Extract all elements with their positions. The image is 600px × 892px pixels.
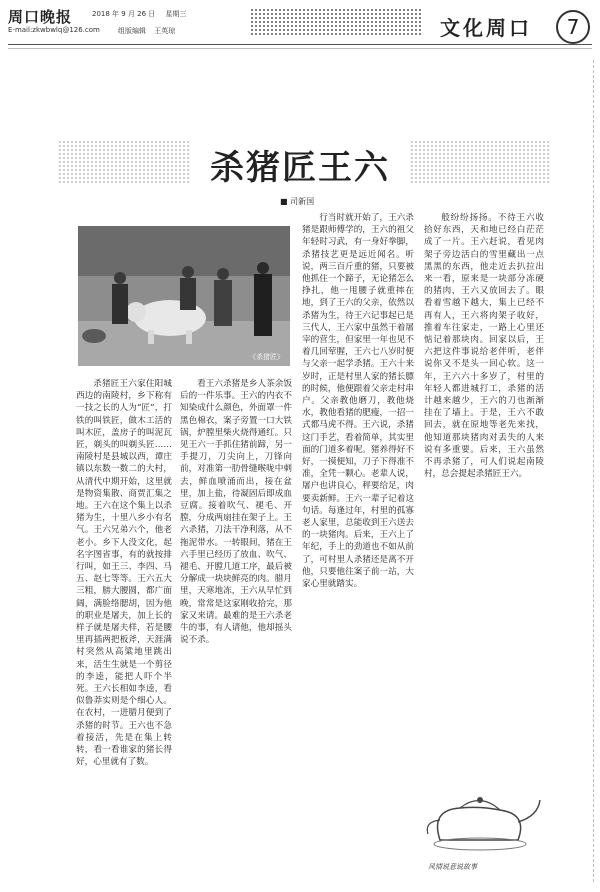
margin-dash-line — [593, 60, 594, 882]
editor-name: 王英琼 — [154, 27, 176, 35]
issue-weekday: 星期三 — [165, 10, 187, 18]
header-rule-thin — [8, 48, 592, 49]
article-paragraph: 看王六杀猪是乡人茶余饭后的一件乐事。王六的内衣不知染成什么颜色，外面罩一件黑色棉衣，案子旁置一口大铁锅，炉膛里柴火烧得通红。只见王六一手抓住猪前蹄，另一手提刀，刀尖向上，刀锋向前，对准第一肋骨缝喉咙中刺去，鲜血喷涌而出，接在盆里，加上盐，待凝固后即成血豆腐。接着吹气、褪毛、开膛，分成两扇挂在架子上。王六杀猪，刀法干净利落，从不拖泥带水。一转眼间，猪在王六手里已经历了放血、吹气、褪毛、开膛几道工序，最后被分解成一块块鲜亮的肉。腊月里，天寒地冻，王六从早忙到晚，常常是这家刚收拾完，那家又来请。最难的是王六杀老牛的事，有人请他，他却摇头说不杀。 — [180, 379, 292, 646]
editor-label: 组版编辑 — [118, 27, 146, 35]
editor-line — [118, 26, 181, 36]
article-illustration-photo — [78, 226, 290, 366]
article-paragraph: 杀猪匠王六家住阳城西边的南陵村，乡下称有一技之长的人为“匠”，打铁的叫铁匠，做木工活的叫木匠，盖房子的叫泥瓦匠，剃头的叫剃头匠……南陵村是县城以西，谭庄镇以东数一数二的大村，从清代中期开始，这里就是物资集散、商贾汇集之地。王六在这个集上以杀猪为生，十里八乡小有名气。王六兄弟六个，他老老小。乡下人没文化，起名字图省事，有的就按排行叫，如王三、李四、马五、赵七等等。王六五大三粗，膀大腰圆，都广面阔，满脸络腮胡，因为他的职业是屠夫，加上长的样子就是屠夫样，若是腰里再插两把板斧，天涯满村突然从高粱地里跳出来，活生生就是一个剪径的李逵，能把人吓个半死。王六长相如李逵，看似鲁莽实则是个细心人。在农村，一进腊月便到了杀猪的时节。王六也不急着接活，先是在集上转转，看一看谁家的猪长得好，心里就有了数。 — [76, 379, 172, 768]
header-rule — [8, 44, 592, 45]
article-column-2 — [180, 378, 292, 878]
title-dot-pattern-right — [410, 140, 550, 184]
header-dot-pattern — [250, 8, 422, 36]
newspaper-logo: 周口晚报 — [8, 8, 73, 26]
article-column-1 — [76, 378, 172, 878]
contact-email: E-mail:zkwbwlq@126.com — [8, 26, 100, 34]
section-title: 文化周口 — [440, 16, 532, 40]
article-column-4 — [424, 212, 544, 662]
article-title: 杀猪匠王六 — [210, 148, 390, 188]
page-number-badge: 7 — [556, 10, 590, 44]
issue-date-line — [92, 9, 195, 19]
article-paragraph: 行当时就开始了，王六杀猪是跟师傅学的，王六的祖父年轻时习武，有一身好拳脚，杀猪技艺更是远近闻名。听说，两三百斤重的猪，只要被他抓住一个蹄子，无论猪怎么挣扎，他一甩腰子就重摔在地，到了王六的父亲，依然以杀猪为生，待王六记事起已是三代人，王六家中虽然干着屠宰的营生，但家里一年也见不着几回荤腥，王六七八岁时便与父亲一起学杀猪。王六十来岁时，正是村里人家的猪长膘的时候，他便跟着父亲走村串户。父亲教他磨刀，教他烧水，教他看猪的肥瘦，一招一式都马虎不得。王六说，杀猪这门手艺，看着简单，其实里面的门道多着呢。猪养得好不好，一摸便知，刀子下得准不准，全凭一颗心。老辈人说，屠户也讲良心，秤要给足，肉要卖新鲜。王六一辈子记着这句话。每逢过年，村里的孤寡老人家里，总能收到王六送去的一块猪肉。后来，王六上了年纪，手上的劲道也不如从前了，可村里人杀猪还是离不开他，只要他往案子前一站，大家心里就踏实。 — [302, 213, 414, 590]
page-header — [0, 0, 600, 60]
issue-date: 2018 年 9 月 26 日 — [92, 10, 156, 18]
article-byline: ■ 司新国 — [280, 197, 315, 206]
title-dot-pattern-left — [58, 140, 190, 184]
article-column-3 — [302, 212, 414, 882]
photo-caption: 《杀猪匠》 — [249, 353, 284, 361]
article-paragraph: 般纷纷扬扬。不待王六收拾好东西，天和地已经白茫茫成了一片。王六赶说，看见肉架子旁边活白的雪里藏出一点黑黑的东西，他走近去扒拉出来一看，原来是一块部分冻硬的猪肉，王六又放回去了。眼看着雪越下越大，集上已经不再有人，王六将肉架子收好，推着车往家走，一路上心里还惦记着那块肉。回家以后，王六把这件事说给老伴听，老伴说你又不是头一回心软。这一年，王六六十多岁了，村里的年轻人都进城打工，杀猪的活计越来越少，王六的刀也渐渐挂在了墙上。于是，王六不敢回去，就在原地等老先来找，他知道那块猪肉对丢失的人来说有多重要。后来，王六虽然不再杀猪了，可人们说起南陵村，总会提起杀猪匠王六。 — [424, 213, 544, 480]
illustration-caption: 风情说意说故事 — [428, 863, 477, 871]
